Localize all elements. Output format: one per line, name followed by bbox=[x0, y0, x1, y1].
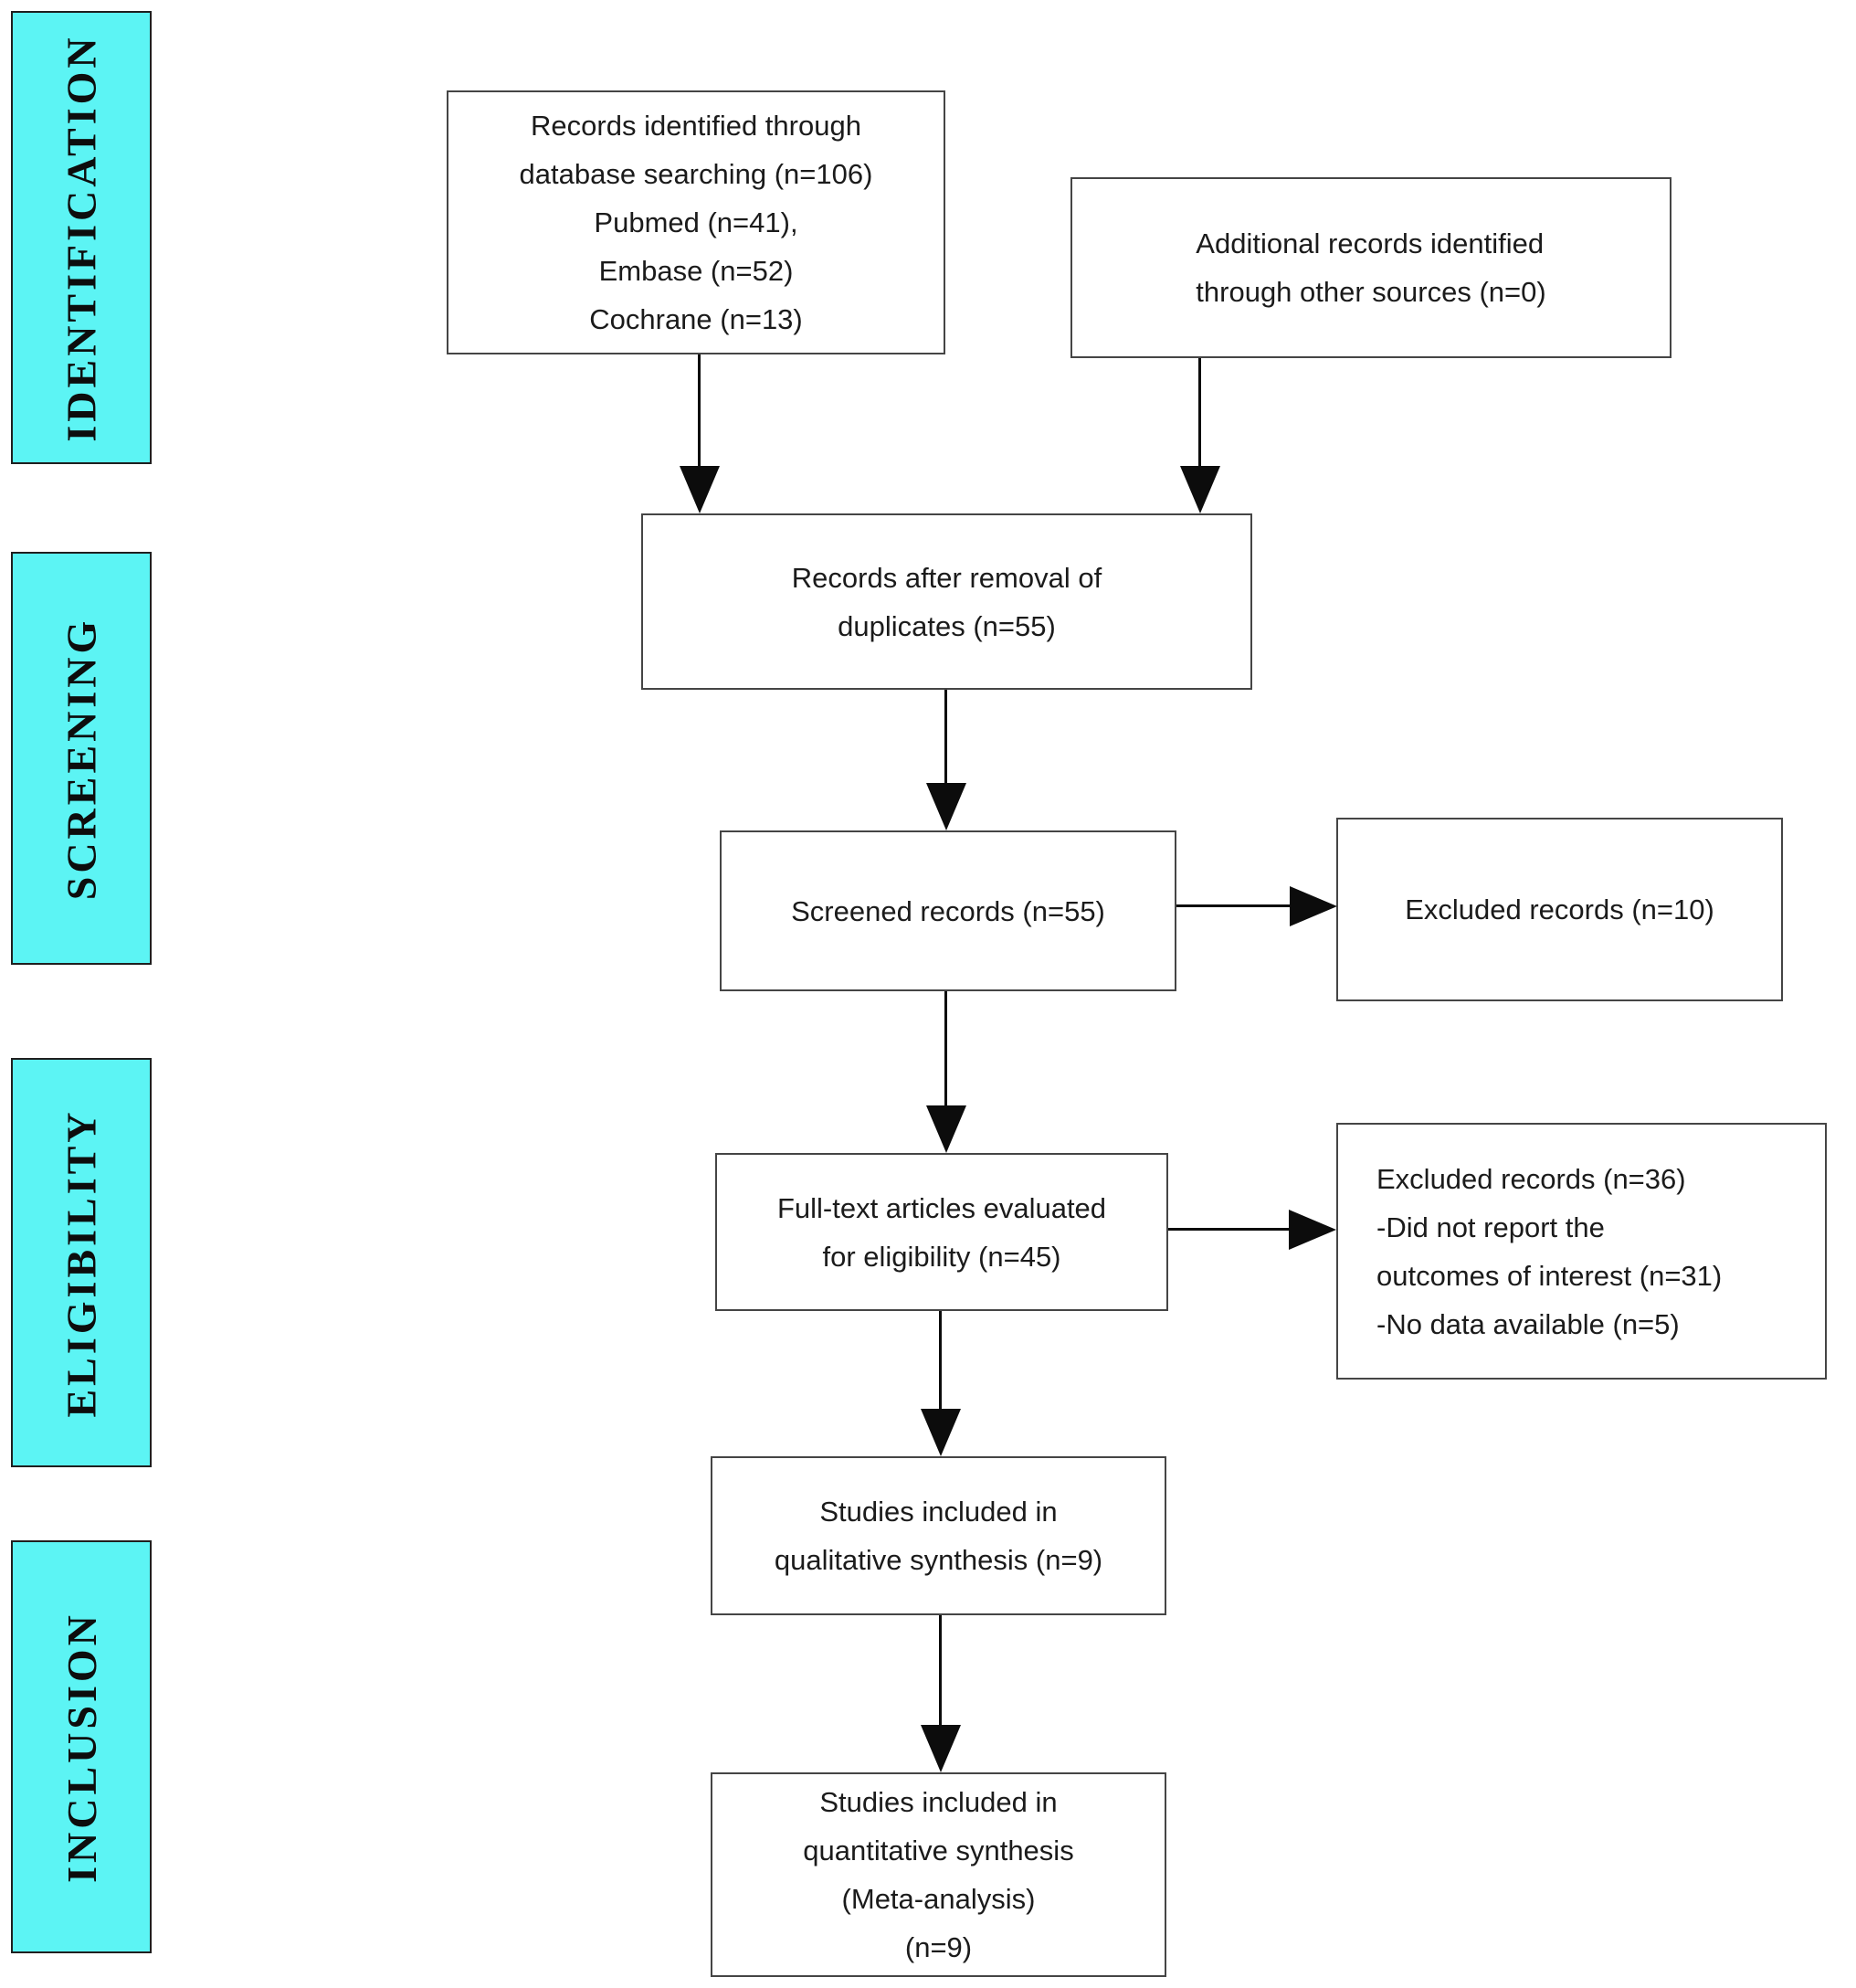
stage-label-inclusion-text: INCLUSION bbox=[58, 1611, 105, 1883]
box-excluded-screening bbox=[1336, 818, 1783, 1001]
arrowhead-down-icon bbox=[921, 1725, 961, 1772]
arrowhead-down-icon bbox=[926, 783, 966, 830]
arrowhead-down-icon bbox=[680, 466, 720, 513]
arrow-db-to-dedup-shaft bbox=[698, 354, 701, 468]
arrowhead-down-icon bbox=[1180, 466, 1220, 513]
box-quantitative-synthesis-text: Studies included in quantitative synthesis (Meta-analysis) (n=9) bbox=[803, 1786, 1074, 1963]
arrowhead-right-icon bbox=[1289, 1210, 1336, 1250]
box-additional-records bbox=[1070, 177, 1671, 358]
box-records-identified bbox=[447, 90, 945, 354]
arrow-screened-to-fulltext-shaft bbox=[944, 991, 947, 1107]
arrow-screened-to-excluded-shaft bbox=[1176, 904, 1293, 907]
arrow-dedup-to-screened-shaft bbox=[944, 690, 947, 785]
box-screened-records-text: Screened records (n=55) bbox=[791, 894, 1105, 927]
stage-label-screening-text: SCREENING bbox=[58, 617, 105, 900]
box-excluded-screening-text: Excluded records (n=10) bbox=[1405, 894, 1714, 925]
box-screened-records bbox=[720, 830, 1176, 991]
arrow-qualitative-to-quantitative-shaft bbox=[939, 1615, 942, 1727]
stage-label-screening bbox=[11, 552, 152, 965]
arrowhead-down-icon bbox=[926, 1105, 966, 1153]
stage-label-inclusion bbox=[11, 1540, 152, 1953]
stage-label-eligibility bbox=[11, 1058, 152, 1467]
arrowhead-down-icon bbox=[921, 1409, 961, 1456]
box-after-duplicates bbox=[641, 513, 1252, 690]
box-qualitative-synthesis-text: Studies included in qualitative synthesis (n=9) bbox=[774, 1496, 1103, 1576]
stage-label-eligibility-text: ELIGIBILITY bbox=[58, 1107, 105, 1418]
box-excluded-fulltext-text: Excluded records (n=36) -Did not report the outcomes of interest (n=31) -No data available (n=5) bbox=[1376, 1162, 1723, 1340]
box-fulltext-evaluated-text: Full-text articles evaluated for eligibility (n=45) bbox=[776, 1191, 1107, 1273]
box-quantitative-synthesis bbox=[711, 1772, 1166, 1977]
box-qualitative-synthesis bbox=[711, 1456, 1166, 1615]
stage-label-identification bbox=[11, 11, 152, 464]
arrow-fulltext-to-excluded-shaft bbox=[1168, 1228, 1291, 1231]
arrowhead-right-icon bbox=[1290, 886, 1337, 926]
box-records-identified-text: Records identified through database searching (n=106) Pubmed (n=41), Embase (n=52) Cochrane (n=13) bbox=[519, 110, 873, 335]
box-additional-records-text: Additional records identified through other sources (n=0) bbox=[1196, 227, 1546, 308]
stage-label-identification-text: IDENTIFICATION bbox=[58, 33, 105, 442]
arrow-fulltext-to-qualitative-shaft bbox=[939, 1311, 942, 1411]
box-excluded-fulltext bbox=[1336, 1123, 1827, 1380]
box-after-duplicates-text: Records after removal of duplicates (n=55) bbox=[791, 561, 1102, 642]
arrow-other-to-dedup-shaft bbox=[1198, 358, 1201, 468]
box-fulltext-evaluated bbox=[715, 1153, 1168, 1311]
